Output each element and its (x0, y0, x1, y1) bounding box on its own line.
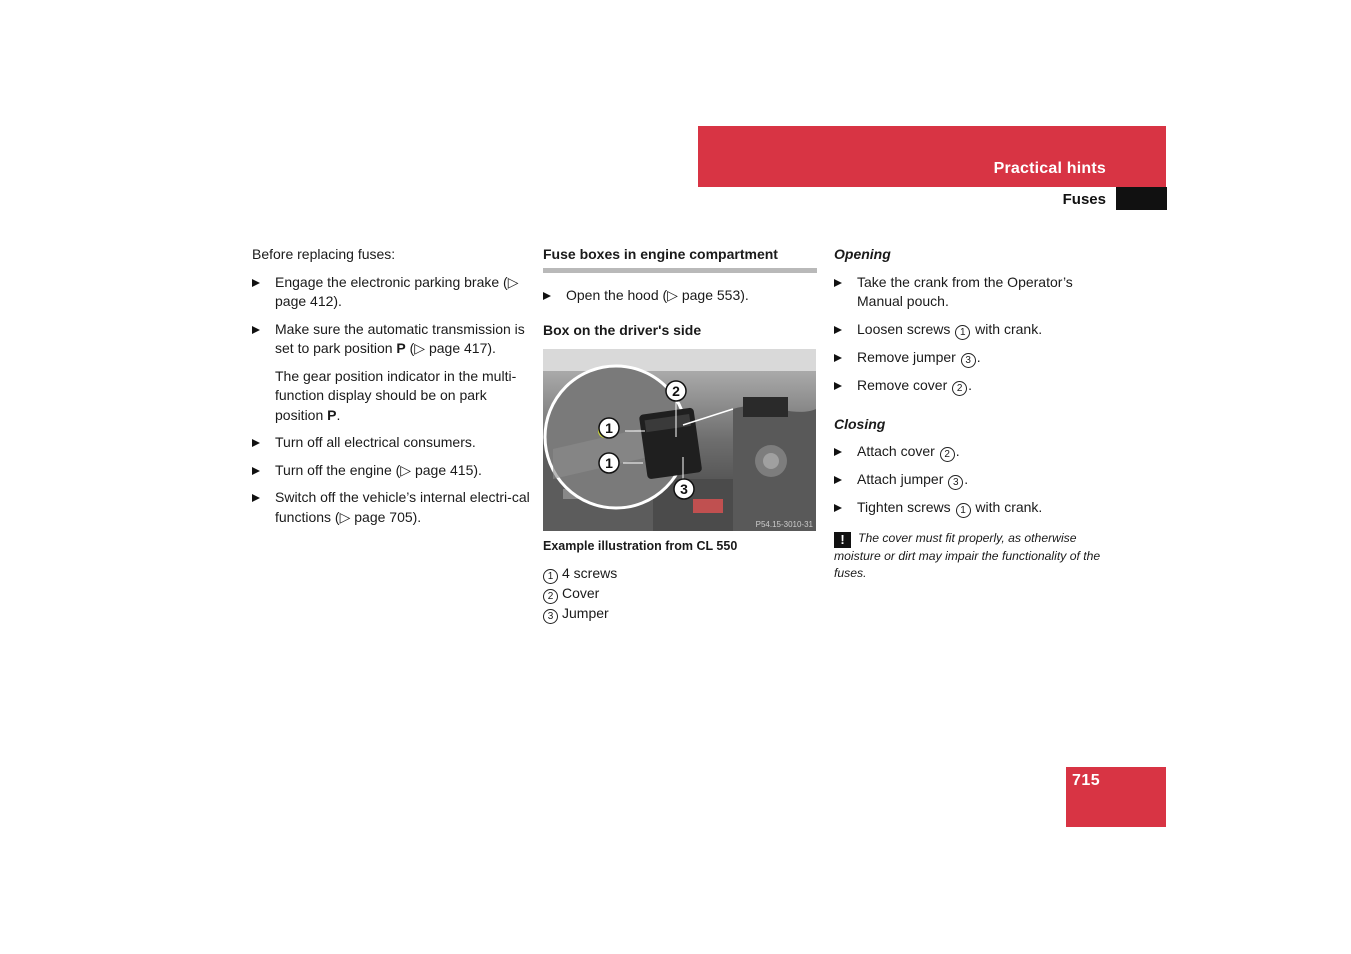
note-text: The gear position indicator in the multi-function display should be on park position (275, 367, 517, 423)
callout-number: 1 (956, 503, 971, 518)
step-text: Attach jumper (857, 471, 948, 487)
bullet-arrow-icon (834, 504, 842, 512)
list-item (834, 376, 1114, 396)
bullet-arrow-icon (834, 354, 842, 362)
step-text-end: . (968, 376, 973, 393)
step-text: Make sure the automatic transmission is set to park position (275, 320, 525, 356)
list-item (543, 286, 817, 306)
bullet-arrow-icon (543, 292, 551, 300)
image-caption: Example illustration from CL 550 (543, 538, 738, 553)
subheading: Box on the driver's side (543, 322, 702, 338)
column-middle (543, 245, 817, 624)
step-text: Take the crank from the Operator’s Manual pouch. (857, 273, 1073, 309)
legend-text: 4 screws (562, 565, 618, 581)
thumb-tab-marker (1116, 187, 1167, 210)
step-note (252, 367, 532, 426)
column-right (834, 245, 1114, 582)
step-text-end: . (976, 348, 981, 365)
engine-compartment-photo (543, 349, 816, 531)
list-item (834, 442, 1114, 462)
list-item (252, 320, 532, 359)
park-position-label: P (396, 340, 406, 356)
callout-number: 2 (543, 589, 558, 604)
list-item (834, 470, 1114, 490)
legend-item (543, 584, 817, 604)
list-item (834, 320, 1114, 340)
legend-text: Cover (562, 585, 600, 601)
column-left (252, 245, 532, 535)
list-item (834, 273, 1114, 312)
callout-number: 3 (543, 609, 558, 624)
callout-1b-label: 1 (605, 454, 613, 471)
legend-item (543, 564, 817, 584)
bullet-arrow-icon (834, 382, 842, 390)
bullet-arrow-icon (252, 279, 260, 287)
step-text: Attach cover (857, 443, 939, 459)
list-item (252, 273, 532, 312)
step-text: Turn off all electrical consumers. (275, 434, 476, 450)
callout-number: 2 (940, 447, 955, 462)
step-text: Engage the electronic parking brake (▷ page 412). (275, 273, 519, 309)
warning-text: The cover must fit properly, as otherwise moisture or dirt may impair the functionality of the fuses. (834, 531, 1101, 580)
legend-text: Jumper (562, 605, 609, 621)
callout-1-label: 1 (605, 419, 613, 436)
callout-number: 3 (961, 353, 976, 368)
image-code: P54.15-3010-31 (755, 519, 813, 529)
bullet-arrow-icon (252, 439, 260, 447)
bullet-arrow-icon (834, 476, 842, 484)
step-text: Remove jumper (857, 348, 960, 365)
bullet-arrow-icon (834, 279, 842, 287)
section-title: Practical hints (993, 160, 1106, 177)
closing-heading: Closing (834, 415, 886, 432)
step-text: Loosen screws (857, 320, 955, 337)
callout-2-label: 2 (672, 382, 680, 399)
list-item (252, 433, 532, 453)
subsection-title: Fuses (1062, 191, 1106, 208)
callout-number: 2 (952, 381, 967, 396)
intro-text: Before replacing fuses: (252, 246, 396, 262)
callout-number: 1 (543, 569, 558, 584)
step-text: Switch off the vehicle’s internal electri-cal functions (▷ page 705). (275, 489, 530, 525)
list-item (252, 461, 532, 481)
step-text: Remove cover (857, 376, 952, 393)
warning-icon: ! (834, 532, 851, 548)
section-heading: Fuse boxes in engine compartment (543, 245, 817, 273)
step-text-end: . (955, 443, 960, 459)
list-item (834, 348, 1114, 368)
opening-heading: Opening (834, 246, 891, 262)
page-number: 715 (1072, 772, 1101, 789)
list-item (252, 488, 532, 527)
bullet-arrow-icon (834, 448, 842, 456)
bullet-arrow-icon (252, 494, 260, 502)
step-text: Turn off the engine (▷ page 415). (275, 461, 482, 478)
callout-number: 3 (948, 475, 963, 490)
callout-3-label: 3 (680, 480, 688, 497)
legend-item (543, 604, 817, 624)
list-item (834, 498, 1114, 518)
step-text: Tighten screws (857, 499, 955, 515)
step-text: Open the hood (▷ page 553). (566, 286, 749, 303)
step-text-ref: (▷ page 417). (405, 340, 496, 356)
step-text-end: with crank. (971, 320, 1043, 337)
bullet-arrow-icon (834, 326, 842, 334)
callout-number: 1 (955, 325, 970, 340)
step-text-end: with crank. (971, 499, 1043, 515)
bullet-arrow-icon (252, 467, 260, 475)
bullet-arrow-icon (252, 326, 260, 334)
warning-note (834, 530, 1114, 582)
step-text-end: . (964, 471, 969, 487)
note-text-end: . (336, 406, 341, 423)
park-position-label: P (327, 406, 337, 423)
